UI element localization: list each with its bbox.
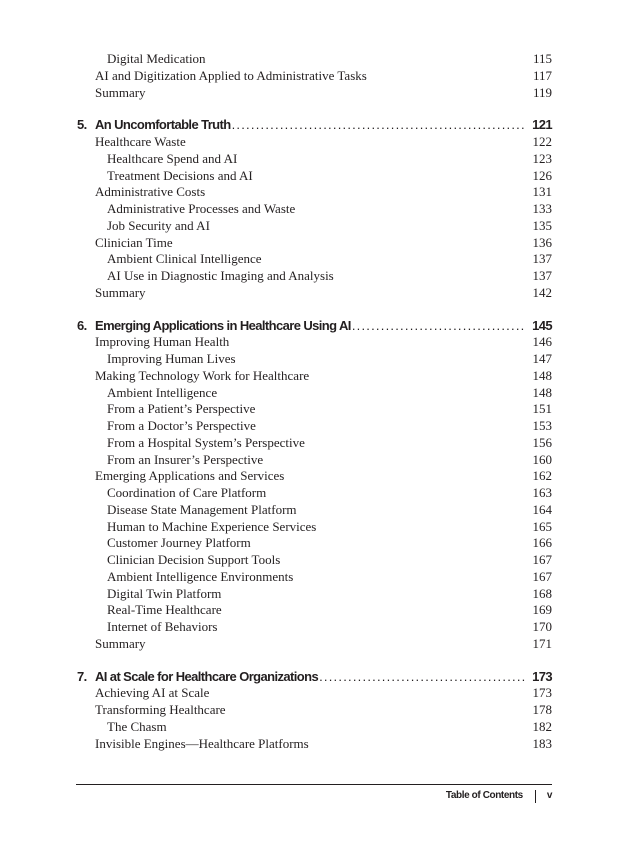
toc-entry-page: 153 (532, 418, 552, 433)
toc-entry (77, 702, 552, 719)
toc-entry-title: Administrative Processes and Waste (107, 201, 296, 216)
toc-entry-title: AI Use in Diagnostic Imaging and Analysis (107, 268, 334, 283)
toc-entry (77, 368, 552, 385)
toc-entry-page: 136 (532, 234, 552, 250)
toc-entry-title: Summary (95, 635, 146, 651)
toc-entry-title: From a Patient’s Perspective (107, 401, 256, 417)
toc-entry-title: Coordination of Care Platform (107, 485, 267, 500)
chapter-page: 173 (532, 668, 552, 684)
toc-entry-title: Administrative Costs (95, 184, 206, 200)
toc-entry-title: From an Insurer’s Perspective (107, 451, 264, 467)
toc-entry (77, 468, 552, 485)
toc-entry (77, 435, 552, 452)
toc-entry (77, 519, 552, 536)
toc-entry-page: 164 (532, 501, 552, 517)
toc-entry (77, 619, 552, 636)
toc-entry-page: 122 (532, 134, 552, 149)
chapter-title: Emerging Applications in Healthcare Using AI (95, 317, 351, 333)
chapter-page: 121 (532, 117, 552, 133)
footer-section-label: Table of Contents (445, 790, 523, 801)
footer-rule (76, 784, 552, 785)
toc-entry (77, 719, 552, 736)
chapter-heading-6 (77, 318, 552, 335)
toc-entry-title: Emerging Applications and Services (95, 468, 285, 484)
toc-entry (77, 251, 552, 268)
chapter-gap (77, 101, 552, 117)
toc-entry-page: 160 (532, 451, 552, 467)
toc-entry-page: 142 (532, 284, 552, 300)
chapter-heading-5 (77, 117, 552, 134)
chapter-heading-7 (77, 669, 552, 686)
toc-entry-title: Ambient Intelligence (107, 384, 218, 400)
toc-entry-title: Clinician Decision Support Tools (107, 552, 281, 567)
toc-entry-page: 168 (532, 585, 552, 601)
chapter-page: 145 (532, 317, 552, 333)
toc-entry (77, 535, 552, 552)
toc-entry-page: 165 (532, 518, 552, 534)
toc-entry-page: 137 (532, 251, 552, 267)
toc-entry (77, 334, 552, 351)
toc-entry-page: 151 (532, 401, 552, 417)
toc-entry-page: 182 (532, 718, 552, 734)
toc-entry-title: Customer Journey Platform (107, 535, 251, 551)
footer-page-number: v (546, 790, 552, 801)
chapter-title: An Uncomfortable Truth (95, 117, 231, 133)
toc-entry-page: 146 (532, 334, 552, 350)
toc-entry-title: From a Doctor’s Perspective (107, 418, 256, 433)
toc-entry-page: 166 (532, 535, 552, 551)
toc-entry-title: Digital Medication (107, 51, 206, 66)
toc-entry-page: 126 (532, 167, 552, 183)
toc-entry (77, 502, 552, 519)
toc-entry (77, 68, 552, 85)
dot-leader (319, 669, 526, 686)
toc-entry-page: 135 (532, 217, 552, 233)
toc-entry (77, 268, 552, 285)
toc-entry-page: 171 (532, 635, 552, 651)
toc-entry (77, 552, 552, 569)
toc-entry-page: 123 (532, 150, 552, 166)
toc-entry (77, 168, 552, 185)
toc-entry-page: 133 (532, 201, 552, 216)
chapter-number: 7. (77, 668, 87, 684)
toc-entry (77, 685, 552, 702)
toc-entry-title: Achieving AI at Scale (95, 685, 210, 701)
toc-entry-title: Real-Time Healthcare (107, 602, 222, 618)
toc-entry (77, 201, 552, 218)
toc-entry (77, 586, 552, 603)
toc-entry (77, 51, 552, 68)
toc-entry (77, 418, 552, 435)
toc-entry (77, 636, 552, 653)
dot-leader (352, 318, 526, 335)
dot-leader (232, 117, 527, 134)
toc-entry-title: Healthcare Waste (95, 134, 186, 149)
toc-entry-title: Making Technology Work for Healthcare (95, 367, 310, 383)
toc-entry-page: 148 (532, 367, 552, 383)
toc-entry-title: Internet of Behaviors (107, 619, 218, 634)
footer-separator (535, 790, 536, 803)
toc-entry-title: Invisible Engines—Healthcare Platforms (95, 735, 309, 751)
toc-entry-title: Treatment Decisions and AI (107, 167, 253, 183)
chapter-gap (77, 653, 552, 669)
toc-entry-page: 162 (532, 468, 552, 484)
toc-entry-title: Summary (95, 84, 146, 100)
toc-entry-title: Ambient Clinical Intelligence (107, 251, 262, 267)
chapter-number: 5. (77, 117, 87, 133)
toc-entry (77, 235, 552, 252)
toc-entry-title: The Chasm (107, 718, 167, 734)
toc-entry-title: Improving Human Health (95, 334, 230, 350)
toc-entry-page: 163 (532, 485, 552, 500)
page-footer (446, 789, 552, 803)
toc-entry-title: Job Security and AI (107, 217, 210, 233)
toc-entry-page: 156 (532, 434, 552, 450)
toc-entry-page: 170 (532, 619, 552, 634)
toc-entry-title: Healthcare Spend and AI (107, 150, 238, 166)
toc-entry (77, 385, 552, 402)
toc-entry-title: Disease State Management Platform (107, 501, 297, 517)
toc-entry-title: Digital Twin Platform (107, 585, 222, 601)
toc-entry (77, 151, 552, 168)
toc-entry-title: AI and Digitization Applied to Administrative Tasks (95, 67, 367, 83)
toc-entry (77, 602, 552, 619)
chapter-title: AI at Scale for Healthcare Organizations (95, 668, 319, 684)
toc-entry-page: 131 (532, 184, 552, 200)
toc-entry-page: 167 (532, 552, 552, 567)
toc-entry (77, 285, 552, 302)
toc-entry-page: 148 (532, 384, 552, 400)
toc-entry-title: Transforming Healthcare (95, 702, 226, 717)
toc-entry (77, 736, 552, 753)
toc-entry (77, 218, 552, 235)
toc-entry-title: From a Hospital System’s Perspective (107, 434, 305, 450)
toc-entry-page: 169 (532, 602, 552, 618)
toc-entry-page: 178 (532, 702, 552, 717)
toc-entry-title: Improving Human Lives (107, 351, 236, 366)
toc-entry-title: Human to Machine Experience Services (107, 518, 317, 534)
toc-entry-page: 167 (532, 568, 552, 584)
table-of-contents (77, 51, 552, 752)
toc-entry (77, 184, 552, 201)
chapter-number: 6. (77, 317, 87, 333)
toc-entry-page: 117 (532, 67, 552, 83)
toc-entry (77, 569, 552, 586)
toc-entry-page: 183 (532, 735, 552, 751)
toc-entry-title: Summary (95, 284, 146, 300)
toc-entry-page: 137 (532, 268, 552, 283)
toc-entry (77, 452, 552, 469)
toc-entry-page: 173 (532, 685, 552, 701)
toc-entry (77, 401, 552, 418)
toc-entry (77, 85, 552, 102)
toc-entry-title: Clinician Time (95, 234, 173, 250)
toc-entry-page: 119 (532, 84, 552, 100)
toc-entry-title: Ambient Intelligence Environments (107, 568, 294, 584)
toc-entry-page: 115 (532, 51, 552, 66)
toc-entry-page: 147 (532, 351, 552, 366)
toc-entry (77, 485, 552, 502)
toc-entry (77, 134, 552, 151)
chapter-gap (77, 302, 552, 318)
toc-entry (77, 351, 552, 368)
